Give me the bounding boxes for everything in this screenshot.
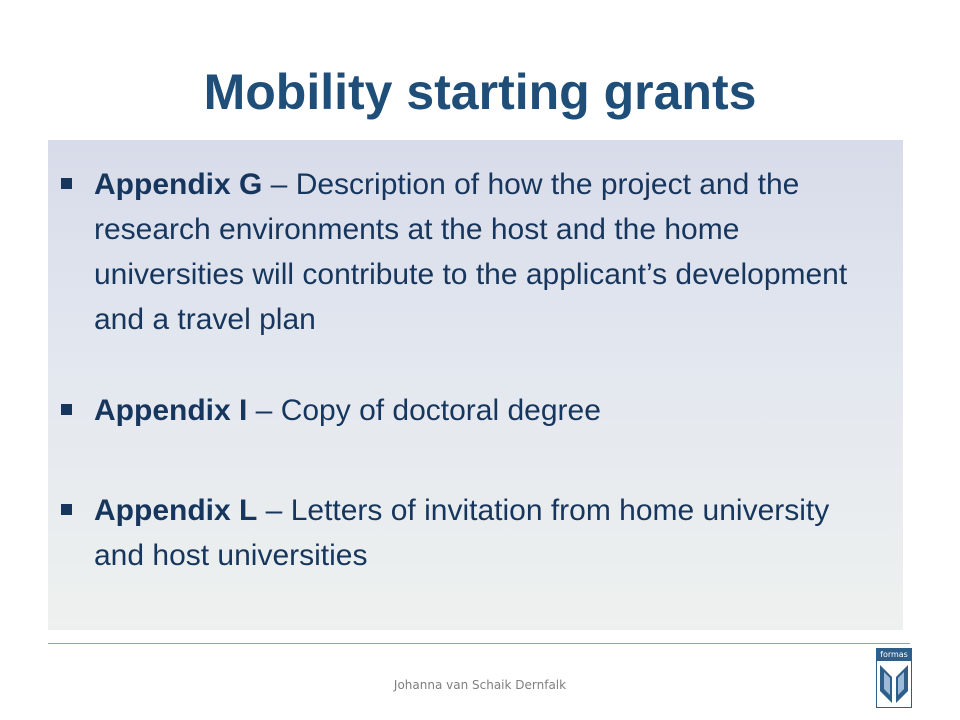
square-bullet-icon: [61, 404, 72, 415]
content-box: [48, 140, 903, 630]
bullet-label: Appendix L: [94, 494, 258, 527]
footer-divider: [48, 643, 910, 644]
formas-logo: [876, 648, 912, 708]
formas-emblem-icon: [877, 661, 911, 707]
square-bullet-icon: [61, 504, 72, 515]
bullet-label: Appendix G: [94, 168, 263, 201]
bullet-text: [94, 488, 884, 578]
bullet-text: [94, 162, 884, 342]
logo-wordmark: formas: [877, 649, 911, 661]
bullet-label: Appendix I: [94, 394, 248, 427]
bullet-description: – Letters of invitation from home university and host universities: [94, 494, 830, 572]
square-bullet-icon: [61, 178, 72, 189]
bullet-text: [94, 388, 884, 433]
footer-author: Johanna van Schaik Dernfalk: [393, 678, 567, 692]
slide-title: Mobility starting grants: [203, 64, 757, 120]
bullet-description: – Description of how the project and the research environments at the host and the home universities will contribute to the applicant’s development and a travel plan: [94, 168, 848, 336]
bullet-description: – Copy of doctoral degree: [247, 394, 601, 427]
